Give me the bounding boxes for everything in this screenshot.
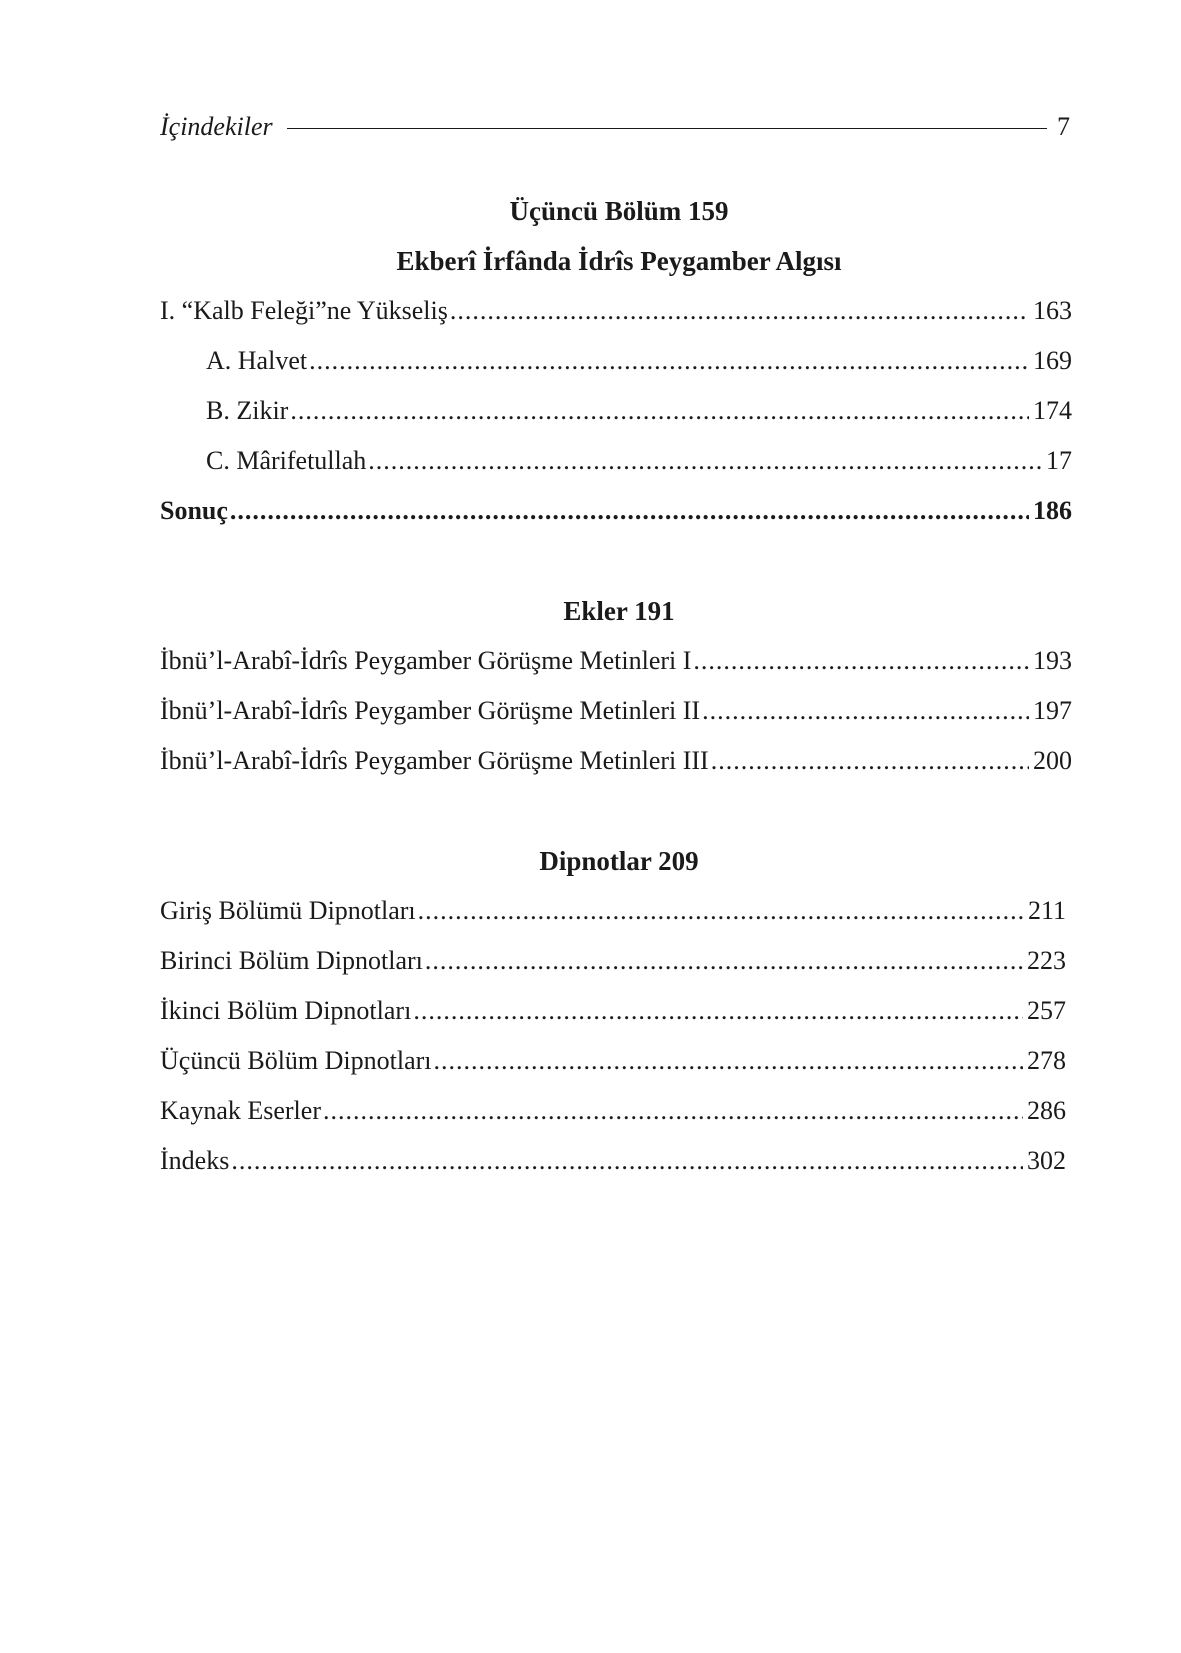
toc-entry-sonuc[interactable] [160,486,1072,536]
toc-entry-giris-dipnotlari[interactable] [160,886,1072,936]
toc-entry-zikir[interactable] [160,386,1072,436]
dot-leader [309,336,1029,386]
toc-entry-page: 163 [1033,296,1072,325]
toc-entry-label: İbnü’l-Arabî-İdrîs Peygamber Görüşme Metinleri III [160,746,709,775]
dot-leader [450,286,1029,336]
toc-entry-ucuncu-dipnotlari[interactable] [160,1036,1072,1086]
dot-leader [323,1086,1023,1136]
section-heading-ekler: Ekler 191 [563,596,675,626]
toc-entry-label: Giriş Bölümü Dipnotları [160,896,416,925]
toc-entry-label: C. Mârifetullah [206,446,367,475]
table-of-contents [160,186,1072,1186]
running-head-rule [287,128,1047,129]
toc-entry-page: 17 [1046,446,1072,475]
dot-leader [290,386,1029,436]
dot-leader [368,436,1042,486]
toc-entry-label: I. “Kalb Feleği”ne Yükseliş [160,296,448,325]
toc-entry-page: 186 [1033,496,1072,525]
running-head-title: İçindekiler [160,112,273,141]
toc-entry-page: 211 [1027,896,1066,925]
section-spacer [160,536,1072,586]
dot-leader [711,736,1029,786]
toc-entry-page: 278 [1027,1046,1066,1075]
toc-entry-gorusme-3[interactable] [160,736,1072,786]
toc-entry-label: Birinci Bölüm Dipnotları [160,946,423,975]
toc-entry-halvet[interactable] [160,336,1072,386]
dot-leader [231,1136,1023,1186]
dot-leader [413,986,1023,1036]
toc-entry-page: 286 [1027,1096,1066,1125]
toc-entry-birinci-dipnotlari[interactable] [160,936,1072,986]
toc-entry-gorusme-1[interactable] [160,636,1072,686]
toc-entry-label: A. Halvet [206,346,308,375]
toc-entry-label: İndeks [160,1146,230,1175]
toc-entry-gorusme-2[interactable] [160,686,1072,736]
running-head [160,112,1070,142]
section-spacer [160,786,1072,836]
dot-leader [434,1036,1023,1086]
toc-entry-marifetullah[interactable] [160,436,1072,486]
dot-leader [702,686,1029,736]
toc-entry-page: 197 [1033,696,1072,725]
dot-leader [418,886,1024,936]
toc-entry-label: İbnü’l-Arabî-İdrîs Peygamber Görüşme Metinleri II [160,696,701,725]
toc-entry-page: 223 [1027,946,1066,975]
toc-entry-indeks[interactable] [160,1136,1072,1186]
dot-leader [693,636,1029,686]
toc-entry-page: 193 [1033,646,1072,675]
section-heading-ucuncu-bolum: Üçüncü Bölüm 159 [509,196,729,226]
toc-entry-label: İkinci Bölüm Dipnotları [160,996,412,1025]
toc-entry-label: B. Zikir [206,396,289,425]
section-subheading: Ekberî İrfânda İdrîs Peygamber Algısı [396,246,842,276]
page-number: 7 [1057,112,1070,141]
section-heading-dipnotlar: Dipnotlar 209 [539,846,699,876]
toc-entry-page: 169 [1033,346,1072,375]
toc-entry-page: 174 [1033,396,1072,425]
toc-entry-label: Sonuç [160,496,228,525]
dot-leader [230,486,1029,536]
toc-entry-label: Kaynak Eserler [160,1096,321,1125]
toc-entry-label: Üçüncü Bölüm Dipnotları [160,1046,432,1075]
toc-entry-page: 302 [1027,1146,1066,1175]
toc-entry-kalb-felegi[interactable] [160,286,1072,336]
toc-entry-page: 200 [1033,746,1072,775]
toc-entry-ikinci-dipnotlari[interactable] [160,986,1072,1036]
toc-entry-page: 257 [1027,996,1066,1025]
toc-entry-label: İbnü’l-Arabî-İdrîs Peygamber Görüşme Metinleri I [160,646,692,675]
toc-entry-kaynak-eserler[interactable] [160,1086,1072,1136]
dot-leader [425,936,1023,986]
